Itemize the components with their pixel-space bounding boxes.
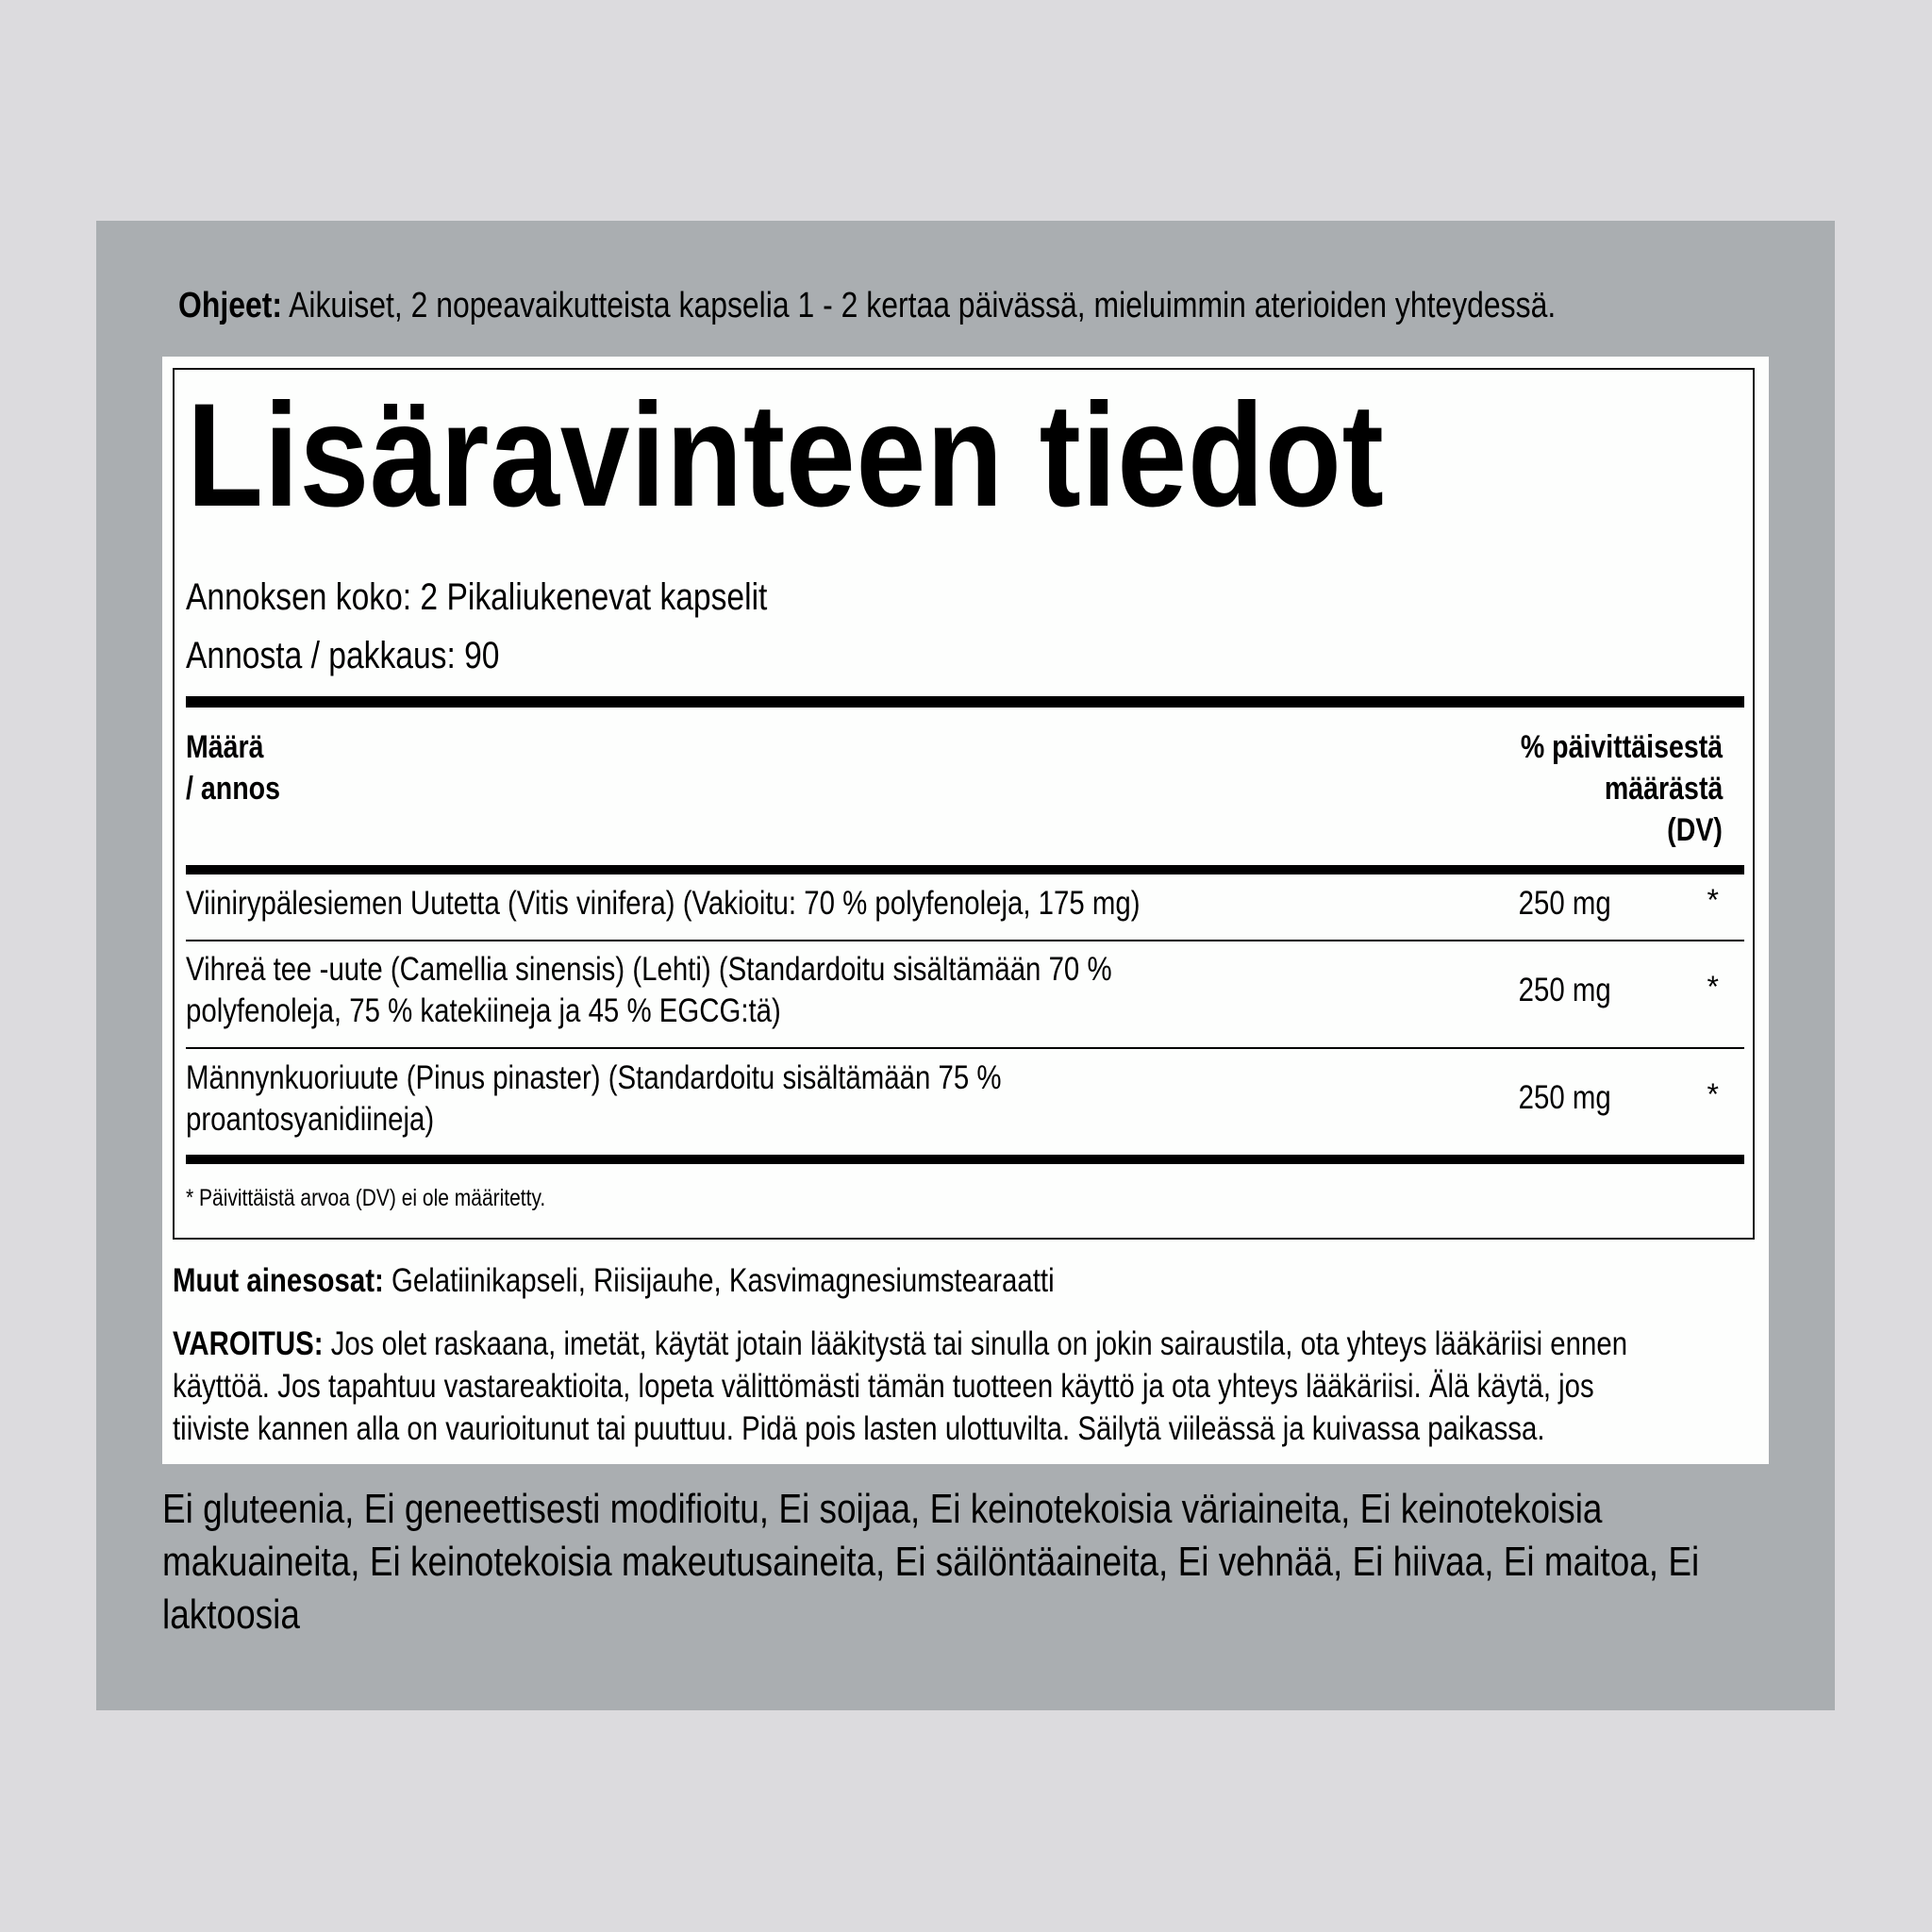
ingredient-name-cont: polyfenoleja, 75 % katekiineja ja 45 % EGCG:tä) <box>186 992 781 1029</box>
header-dv-2: määrästä <box>1604 771 1723 807</box>
warning-line-2: käyttöä. Jos tapahtuu vastareaktioita, lopeta välittömästi tämän tuotteen käyttö ja ota yhteys lääkäriisi. Älä käytä, jos <box>173 1368 1594 1405</box>
warning-line-1 <box>173 1327 1627 1360</box>
header-per-serving: / annos <box>186 771 280 807</box>
divider-thick <box>186 1155 1744 1164</box>
other-ingredients-label: Muut ainesosat: <box>173 1262 384 1299</box>
ingredient-dv: * <box>1707 970 1719 1004</box>
divider-thin <box>186 940 1744 941</box>
servings-per-container: Annosta / pakkaus: 90 <box>186 635 500 676</box>
footnote: * Päivittäistä arvoa (DV) ei ole määritetty. <box>186 1185 546 1211</box>
ingredient-name: Vihreä tee -uute (Camellia sinensis) (Lehti) (Standardoitu sisältämään 70 % <box>186 951 1112 988</box>
free-from-line-3: laktoosia <box>162 1591 300 1638</box>
ingredient-amount: 250 mg <box>1518 972 1611 1008</box>
divider-thick <box>186 865 1744 874</box>
other-ingredients-text: Gelatiinikapseli, Riisijauhe, Kasvimagnesiumstearaatti <box>391 1262 1055 1299</box>
free-from-line-1: Ei gluteenia, Ei geneettisesti modifioitu, Ei soijaa, Ei keinotekoisia väriaineita, Ei keinotekoisia <box>162 1486 1603 1532</box>
ingredient-name-cont: proantosyanidiineja) <box>186 1101 435 1138</box>
divider-thin <box>186 1047 1744 1049</box>
header-dv-1: % päivittäisestä <box>1520 729 1723 765</box>
directions-text: Aikuiset, 2 nopeavaikutteista kapselia 1 - 2 kertaa päivässä, mieluimmin aterioiden yhteydessä. <box>289 286 1557 325</box>
divider-thick <box>186 696 1744 708</box>
directions-label: Ohjeet: <box>178 286 282 325</box>
free-from-line-2: makuaineita, Ei keinotekoisia makeutusaineita, Ei säilöntäaineita, Ei vehnää, Ei hiivaa, Ei maitoa, Ei <box>162 1539 1700 1585</box>
warning-line-3: tiiviste kannen alla on vaurioitunut tai puuttuu. Pidä pois lasten ulottuvilta. Säilytä viileässä ja kuivassa paikassa. <box>173 1410 1545 1447</box>
warning-text: Jos olet raskaana, imetät, käytät jotain lääkitystä tai sinulla on jokin sairaustila, ota yhteys lääkäriisi ennen <box>330 1325 1628 1362</box>
ingredient-amount: 250 mg <box>1518 1079 1611 1116</box>
warning-label: VAROITUS: <box>173 1325 324 1362</box>
ingredient-name: Viinirypälesiemen Uutetta (Vitis vinifera) (Vakioitu: 70 % polyfenoleja, 175 mg) <box>186 885 1141 922</box>
ingredient-dv: * <box>1707 883 1719 917</box>
facts-title: Lisäravinteen tiedot <box>187 374 1385 538</box>
directions <box>178 288 1556 324</box>
ingredient-name: Männynkuoriuute (Pinus pinaster) (Standardoitu sisältämään 75 % <box>186 1059 1002 1096</box>
header-dv-3: (DV) <box>1667 812 1723 848</box>
ingredient-dv: * <box>1707 1077 1719 1111</box>
header-amount: Määrä <box>186 729 264 765</box>
other-ingredients <box>173 1264 1055 1297</box>
serving-size: Annoksen koko: 2 Pikaliukenevat kapselit <box>186 576 768 618</box>
ingredient-amount: 250 mg <box>1518 885 1611 922</box>
